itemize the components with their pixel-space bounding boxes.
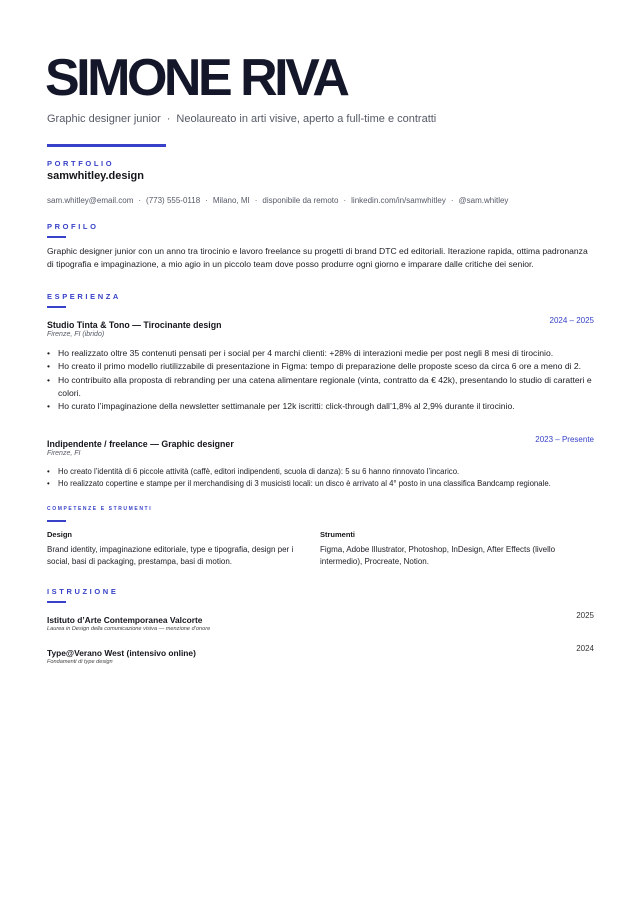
- contact-separator: ·: [254, 196, 258, 205]
- job-location: Firenze, FI (ibrido): [47, 331, 105, 338]
- job-bullets: [47, 466, 594, 491]
- education-label: ISTRUZIONE: [47, 587, 119, 596]
- contact-phone[interactable]: (773) 555-0118: [146, 196, 201, 205]
- portfolio-link[interactable]: samwhitley.design: [47, 170, 144, 182]
- job-title: Studio Tinta & Tono — Tirocinante design: [47, 320, 222, 330]
- section-rule: [47, 306, 66, 308]
- skills-design-column: [47, 530, 310, 569]
- education-year: 2024: [576, 644, 594, 653]
- tagline-separator: ·: [166, 113, 171, 125]
- skills-design-text: Brand identity, impaginazione editoriale, type e tipografia, design per i social, basi di packaging, prestampa, basi di motion.: [47, 545, 294, 567]
- education-entry: [47, 643, 594, 656]
- education-school: Type@Verano West (intensivo online): [47, 648, 196, 658]
- skills-tools-column: [320, 530, 594, 569]
- education-detail: Fondamenti di type design: [47, 659, 113, 665]
- contact-linkedin[interactable]: linkedin.com/in/samwhitley: [351, 196, 446, 205]
- tagline: [47, 113, 436, 125]
- education-school: Istituto d’Arte Contemporanea Valcorte: [47, 615, 203, 625]
- education-year: 2025: [576, 611, 594, 620]
- skills-tools-text: Figma, Adobe Illustrator, Photoshop, InDesign, After Effects (livello intermedio), Procreate, Notion.: [320, 545, 556, 567]
- header-accent-bar: [47, 144, 166, 147]
- tagline-summary: Neolaureato in arti visive, aperto a full-time e contratti: [176, 113, 437, 125]
- list-item: • Ho contribuito alla proposta di rebranding per una catena alimentare regionale (vinta, contratto da € 42k), presentando lo studio di caratteri e colori.: [47, 374, 594, 401]
- contact-separator: ·: [450, 196, 454, 205]
- skills-label: COMPETENZE E STRUMENTI: [47, 506, 153, 512]
- contact-location: Milano, MI: [212, 196, 250, 205]
- experience-label: ESPERIENZA: [47, 292, 121, 301]
- contact-separator: ·: [205, 196, 208, 205]
- skills-tools-title: Strumenti: [320, 530, 356, 539]
- contact-separator: ·: [138, 196, 142, 205]
- job-dates: 2023 – Presente: [535, 435, 594, 444]
- section-rule: [47, 236, 66, 238]
- job-title: Indipendente / freelance — Graphic designer: [47, 439, 234, 449]
- list-item: • Ho realizzato oltre 35 contenuti pensati per i social per 4 marchi clienti: +28% di interazioni medie per post negli 8 mesi di tirocinio.: [47, 347, 594, 360]
- contact-remote: disponibile da remoto: [262, 196, 339, 205]
- education-entry: [47, 610, 594, 623]
- list-item: • Ho creato l’identità di 6 piccole attività (caffè, editori indipendenti, scuola di danza): 5 su 6 hanno rinnovato l’incarico.: [47, 466, 594, 478]
- portfolio-label: PORTFOLIO: [47, 159, 115, 168]
- profile-text: Graphic designer junior con un anno tra tirocinio e lavoro freelance su progetti di brand DTC ed editoriali. Iterazione rapida, ottima padronanza di tipografia e impaginazione, a mio agio in un piccolo team dove posso produrre ogni giorno e imparare dalle critiche dei senior.: [47, 246, 588, 270]
- list-item: • Ho creato il primo modello riutilizzabile di presentazione in Figma: tempo di preparazione delle proposte sceso da circa 6 ore a meno di 2.: [47, 360, 594, 373]
- role-title: Graphic designer junior: [47, 113, 161, 125]
- education-detail: Laurea in Design della comunicazione visiva — menzione d’onore: [47, 626, 211, 632]
- section-rule: [47, 520, 66, 522]
- contact-line: [47, 196, 508, 205]
- section-rule: [47, 601, 66, 603]
- contact-handle[interactable]: @sam.whitley: [458, 196, 509, 205]
- list-item: • Ho realizzato copertine e stampe per il merchandising di 3 musicisti locali: un disco è arrivato al 4° posto in una classifica Bandcamp regionale.: [47, 478, 594, 490]
- job-dates: 2024 – 2025: [549, 316, 594, 325]
- skills-design-title: Design: [47, 530, 73, 539]
- job-bullets: [47, 347, 594, 413]
- contact-separator: ·: [343, 196, 347, 205]
- list-item: • Ho curato l’impaginazione della newsletter settimanale per 12k iscritti: click-through dall’1,8% al 2,9% durante il tirocinio.: [47, 400, 594, 413]
- profile-label: PROFILO: [47, 222, 99, 231]
- contact-email[interactable]: sam.whitley@email.com: [47, 196, 134, 205]
- job-header: [47, 434, 594, 448]
- job-location: Firenze, FI: [47, 450, 81, 457]
- job-header: [47, 315, 594, 329]
- candidate-name: SIMONE RIVA: [45, 49, 347, 107]
